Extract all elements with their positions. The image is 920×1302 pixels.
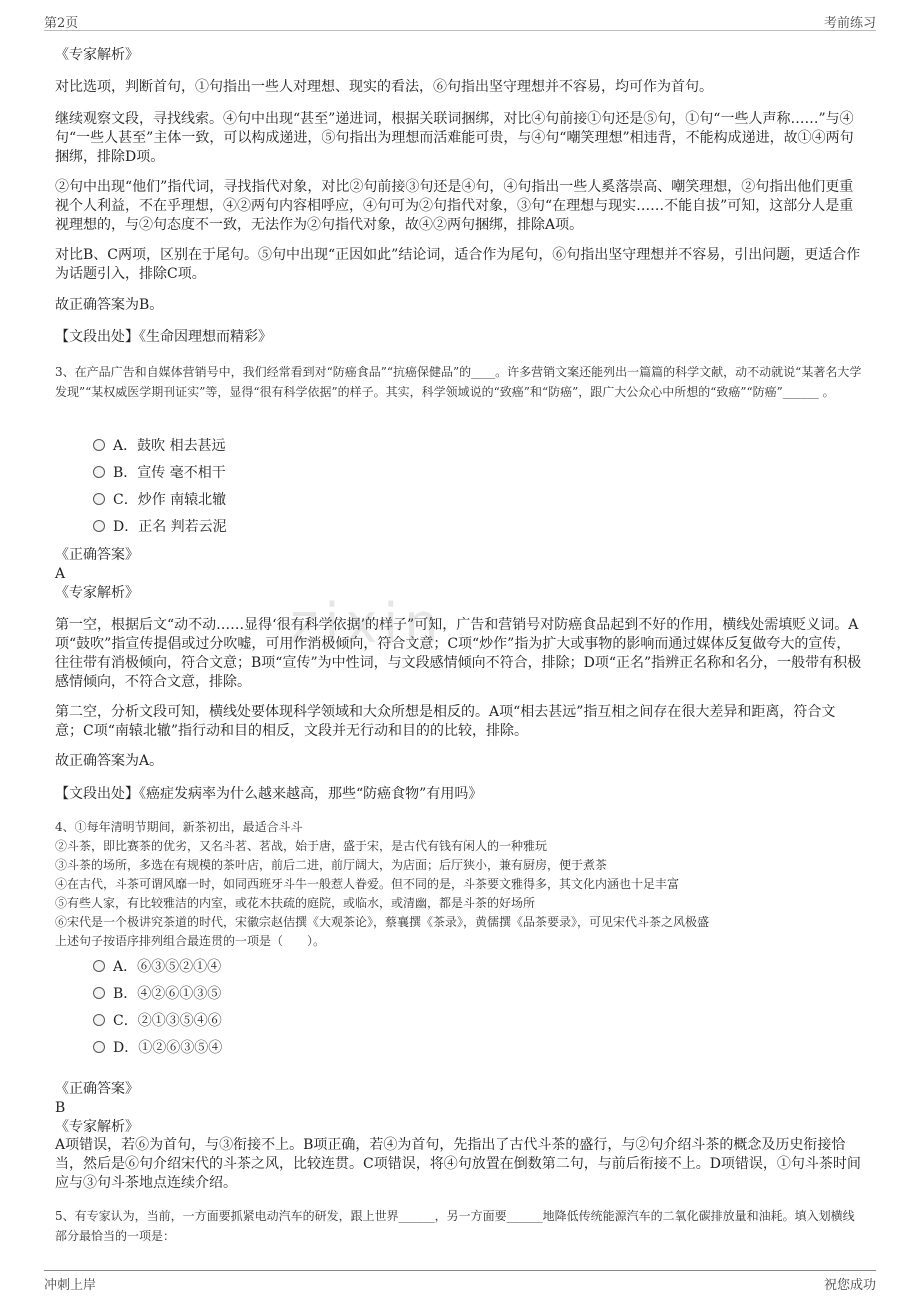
question-prompt: 上述句子按语序排列组合最连贯的一项是（ ）。 bbox=[55, 934, 326, 948]
question-stem-line: ④在古代，斗茶可谓风靡一时，如同西班牙斗牛一般惹人眷爱。但不同的是，斗茶要文雅得多，其文化内涵也十足丰富 bbox=[55, 877, 680, 891]
correct-answer-label: 《正确答案》 bbox=[55, 547, 139, 563]
option-b[interactable]: B．④②⑥①③⑤ bbox=[93, 984, 221, 1004]
analysis-paragraph: 继续观察文段，寻找线索。④句中出现“甚至”递进词，根据关联词捆绑，对比④句前接①句还是⑤句，①句“一些人声称……”与④句“一些人甚至”主体一致，可以构成递进，⑤句指出为理想而活难能可贵，与④句“嘲笑理想”相违背，不能构成递进，故①④两句捆绑，排除D项。 bbox=[55, 111, 854, 165]
radio-icon[interactable] bbox=[93, 960, 105, 972]
radio-icon[interactable] bbox=[93, 466, 105, 478]
question-stem-line: ③斗茶的场所，多选在有规模的茶叶店，前后二进，前厅阔大，为店面；后厅狭小，兼有厨房，便于煮茶 bbox=[55, 858, 608, 872]
question-stem: 3、在产品广告和自媒体营销号中，我们经常看到对“防癌食品”“抗癌保健品”的____。许多营销文案还能列出一篇篇的科学文献，动不动就说“某著名大学发现”“某权威医学期刊证实”等，显得“很有科学依据”的样子。其实，科学领域说的“致癌”和“防癌”，跟广大公众心中所想的“致癌”“防癌”______ 。 bbox=[55, 365, 862, 399]
analysis-paragraph: 对比选项，判断首句，①句指出一些人对理想、现实的看法，⑥句指出坚守理想并不容易，均可作为首句。 bbox=[55, 79, 713, 95]
text-source: 【文段出处】《癌症发病率为什么越来越高，那些“防癌食物”有用吗》 bbox=[55, 786, 483, 802]
option-c[interactable]: C．②①③⑤④⑥ bbox=[93, 1011, 222, 1031]
question-stem: 5、有专家认为，当前，一方面要抓紧电动汽车的研发，跟上世界______，另一方面要______地降低传统能源汽车的二氧化碳排放量和油耗。填入划横线部分最恰当的一项是： bbox=[55, 1209, 855, 1243]
option-a[interactable]: A．鼓吹 相去甚远 bbox=[93, 436, 226, 456]
correct-answer: A bbox=[55, 566, 66, 582]
watermark-text: zixin bbox=[290, 592, 445, 655]
text-source: 【文段出处】《生命因理想而精彩》 bbox=[55, 329, 272, 345]
radio-icon[interactable] bbox=[93, 439, 105, 451]
question-stem-line: ⑥宋代是一个极讲究茶道的时代，宋徽宗赵佶撰《大观茶论》，蔡襄撰《茶录》，黄儒撰《品茶要录》，可见宋代斗茶之风极盛 bbox=[55, 915, 710, 929]
radio-icon[interactable] bbox=[93, 1014, 105, 1026]
expert-analysis-label: 《专家解析》 bbox=[55, 1119, 139, 1135]
footer-right-text: 祝您成功 bbox=[823, 1278, 876, 1293]
analysis-paragraph: 对比B、C两项，区别在于尾句。⑤句中出现“正因如此”结论词，适合作为尾句，⑥句指出坚守理想并不容易，引出问题，更适合作为话题引入，排除C项。 bbox=[55, 247, 861, 282]
radio-icon[interactable] bbox=[93, 987, 105, 999]
option-d[interactable]: D．正名 判若云泥 bbox=[93, 517, 227, 537]
expert-analysis-label: 《专家解析》 bbox=[55, 585, 139, 601]
option-b[interactable]: B．宣传 毫不相干 bbox=[93, 463, 226, 483]
radio-icon[interactable] bbox=[93, 493, 105, 505]
correct-answer: B bbox=[55, 1100, 66, 1116]
radio-icon[interactable] bbox=[93, 520, 105, 532]
question-stem-line: 4、①每年清明节期间，新茶初出，最适合斗斗 bbox=[55, 820, 303, 834]
header-title: 考前练习 bbox=[823, 16, 876, 31]
page-header bbox=[44, 10, 876, 31]
option-c[interactable]: C．炒作 南辕北辙 bbox=[93, 490, 226, 510]
radio-icon[interactable] bbox=[93, 1041, 105, 1053]
page-footer bbox=[44, 1270, 876, 1293]
answer-conclusion: 故正确答案为A。 bbox=[55, 753, 164, 769]
option-d[interactable]: D．①②⑥③⑤④ bbox=[93, 1038, 222, 1058]
correct-answer-label: 《正确答案》 bbox=[55, 1081, 139, 1097]
footer-left-text: 冲刺上岸 bbox=[44, 1278, 97, 1293]
expert-analysis-label: 《专家解析》 bbox=[55, 47, 139, 63]
analysis-paragraph: 第一空，根据后文“动不动……显得‘很有科学依据’的样子”可知，广告和营销号对防癌食品起到不好的作用，横线处需填贬义词。A项“鼓吹”指宣传提倡或过分吹嘘，可用作消极倾向，符合文意；C项“炒作”指为扩大或事物的影响而通过媒体反复做夸大的宣传，往往带有消极倾向，符合文意；B项“宣传”为中性词，与文段感情倾向不符合，排除；D项“正名”指辨正名称和名分，一般带有积极感情倾向，不符合文意，排除。 bbox=[55, 617, 862, 690]
analysis-paragraph: A项错误，若⑥为首句，与③衔接不上。B项正确，若④为首句，先指出了古代斗茶的盛行，与②句介绍斗茶的概念及历史衔接恰当，然后是⑥句介绍宋代的斗茶之风，比较连贯。C项错误，将④句放置在倒数第二句，与前后衔接不上。D项错误，①句斗茶时间应与③句斗茶地点连续介绍。 bbox=[55, 1137, 861, 1191]
page-number: 第2页 bbox=[44, 16, 79, 31]
question-stem-line: ②斗茶，即比赛茶的优劣，又名斗茗、茗战，始于唐，盛于宋，是古代有钱有闲人的一种雅玩 bbox=[55, 839, 548, 853]
question-stem-line: ⑤有些人家，有比较雅洁的内室，或花木扶疏的庭院，或临水，或清幽，都是斗茶的好场所 bbox=[55, 896, 536, 910]
analysis-paragraph: ②句中出现“他们”指代词，寻找指代对象，对比②句前接③句还是④句，④句指出一些人奚落崇高、嘲笑理想，②句指出他们更重视个人利益，不在乎理想，④②两句内容相呼应，④句可为②句指代对象，③句“在理想与现实……不能自拔”可知，这部分人是重视理想的，与②句态度不一致，无法作为②句指代对象，故④②两句捆绑，排除A项。 bbox=[55, 179, 854, 233]
analysis-paragraph: 第二空，分析文段可知，横线处要体现科学领域和大众所想是相反的。A项“相去甚远”指互相之间存在很大差异和距离，符合文意；C项“南辕北辙”指行动和目的相反，文段并无行动和目的的比较，排除。 bbox=[55, 704, 836, 739]
answer-conclusion: 故正确答案为B。 bbox=[55, 297, 164, 313]
option-a[interactable]: A．⑥③⑤②①④ bbox=[93, 957, 221, 977]
